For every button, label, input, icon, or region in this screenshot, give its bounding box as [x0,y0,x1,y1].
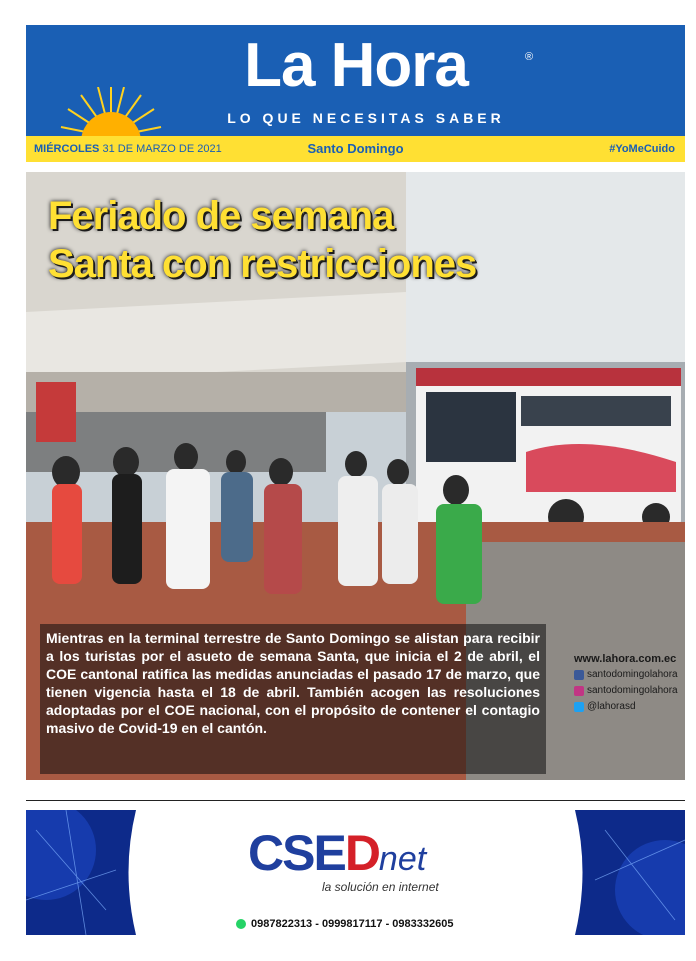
headline: Feriado de semana Santa con restricciones [48,194,477,286]
divider [26,800,685,801]
article-body: Mientras en la terminal terrestre de Santo Domingo se alistan para recibir a los turistas por el asueto de semana Santa, que inicia el 2 de abril, el COE cantonal ratifica las medidas anunciadas el pasado 17 de marzo, que tienen vigencia hasta el 18 de abril. También acogen las resoluciones adoptadas por el COE nacional, con el propósito de contener el contagio masivo de Covid-19 en el cantón. [40,624,546,774]
info-bar [26,136,685,162]
facebook-icon [574,670,584,680]
tagline: LO QUE NECESITAS SABER [227,110,505,126]
instagram-icon [574,686,584,696]
network-graphic-right [560,810,685,935]
edition-city: Santo Domingo [307,141,404,156]
facebook-link[interactable]: santodomingolahora [574,667,678,683]
masthead [26,25,685,136]
advertisement[interactable] [26,810,685,935]
instagram-link[interactable]: santodomingolahora [574,683,678,699]
whatsapp-icon [236,919,246,929]
edition-date: MIÉRCOLES 31 DE MARZO DE 2021 [34,143,222,155]
sun-icon [56,87,166,136]
hashtag: #YoMeCuido [609,143,675,155]
registered-mark: ® [525,51,534,63]
ad-phones: 0987822313 - 0999817117 - 0983332605 [236,918,453,930]
network-graphic-left [26,810,151,935]
website-link[interactable]: www.lahora.com.ec [574,653,677,665]
csednet-logo: CSEDnet [248,825,427,881]
twitter-link[interactable]: @lahorasd [574,699,678,715]
logo: La Hora [244,31,468,100]
cover-photo [26,172,685,780]
social-links [574,651,678,715]
ad-slogan: la solución en internet [322,880,439,894]
twitter-icon [574,702,584,712]
